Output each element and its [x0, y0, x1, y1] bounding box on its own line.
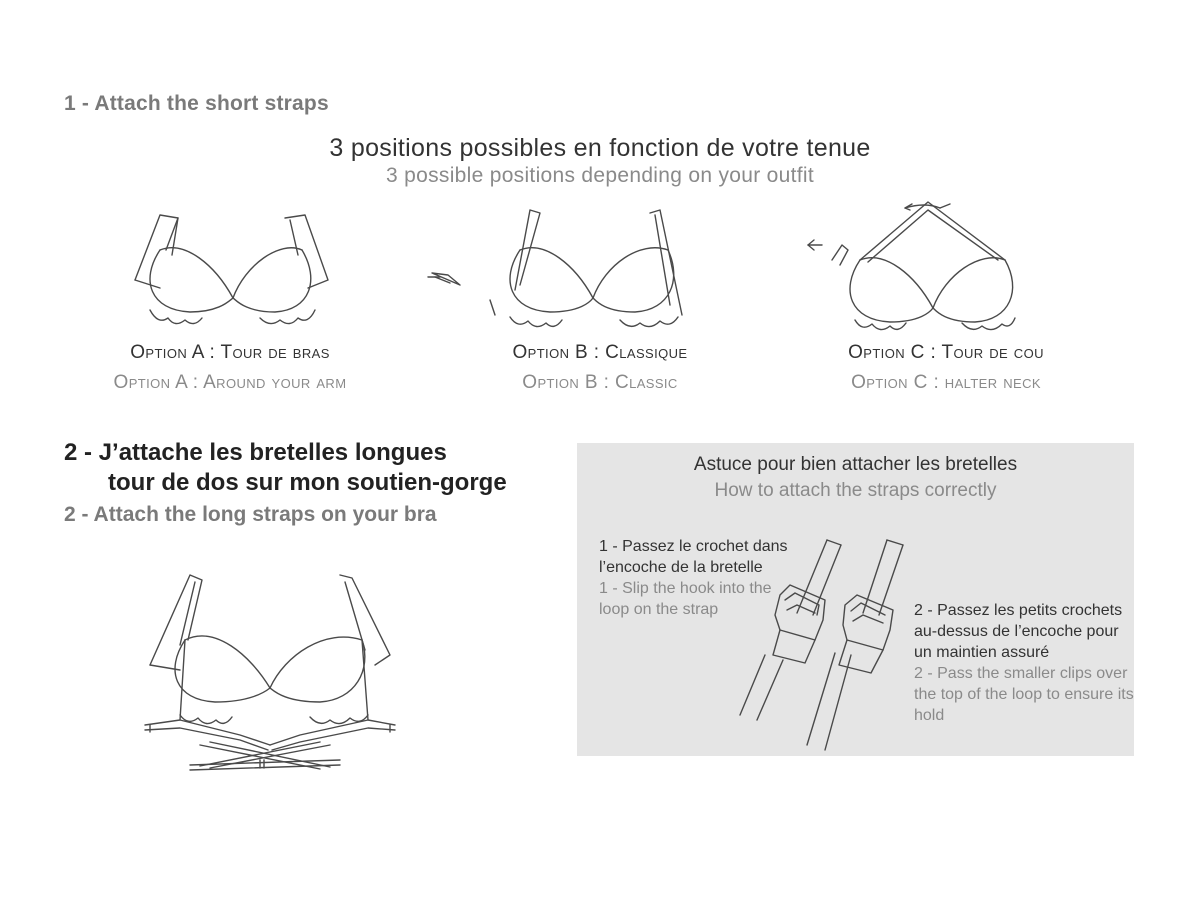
tip-step2: [914, 600, 1134, 726]
option-b-label-en: Option B : Classic: [522, 372, 678, 393]
option-a-label-en: Option A : Around your arm: [113, 372, 347, 393]
tip-step1-en: 1 - Slip the hook into the loop on the strap: [599, 580, 772, 618]
bra-classic-illustration: [420, 205, 710, 335]
bra-around-arm-illustration: [130, 210, 330, 340]
tip-step1-fr: 1 - Passez le crochet dans l’encoche de la bretelle: [599, 538, 788, 576]
tip-step2-en: 2 - Pass the smaller clips over the top of the loop to ensure its hold: [914, 665, 1134, 724]
bra-halter-neck-illustration: [800, 190, 1030, 340]
step2-title-fr: [64, 438, 507, 498]
positions-title-fr: 3 positions possibles en fonction de votre tenue: [329, 134, 871, 162]
option-c-label-fr: Option C : Tour de cou: [848, 342, 1044, 363]
option-a-label-fr: Option A : Tour de bras: [130, 342, 330, 363]
strap-hook-illustration: [735, 505, 935, 755]
step1-title: 1 - Attach the short straps: [64, 92, 329, 115]
step2-title-fr-line2: tour de dos sur mon soutien-gorge: [108, 469, 507, 496]
option-c-label-en: Option C : halter neck: [851, 372, 1041, 393]
positions-title-en: 3 possible positions depending on your outfit: [386, 164, 814, 187]
tip-title-en: How to attach the straps correctly: [714, 480, 997, 501]
bra-long-straps-illustration: [140, 570, 400, 780]
step2-title-en: 2 - Attach the long straps on your bra: [64, 503, 437, 526]
tip-step2-fr: 2 - Passez les petits crochets au-dessus de l’encoche pour un maintien assuré: [914, 602, 1123, 661]
step2-title-fr-line1: 2 - J’attache les bretelles longues: [64, 439, 447, 466]
option-b-label-fr: Option B : Classique: [512, 342, 688, 363]
tip-title-fr: Astuce pour bien attacher les bretelles: [693, 454, 1018, 475]
